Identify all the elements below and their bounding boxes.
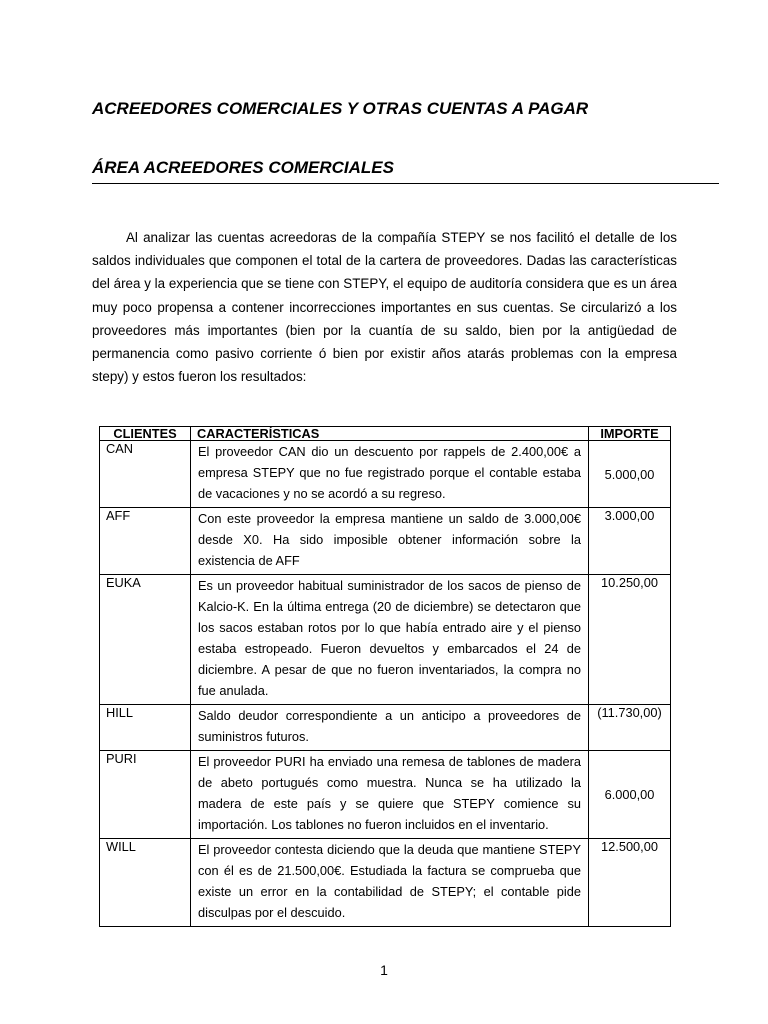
row-amount: 12.500,00 <box>589 839 671 927</box>
row-description: El proveedor CAN dio un descuento por rappels de 2.400,00€ a empresa STEPY que no fue registrado porque el contable estaba de vacaciones y no se acordó a su regreso. <box>191 441 589 508</box>
section-divider <box>92 183 719 184</box>
row-description: El proveedor PURI ha enviado una remesa de tablones de madera de abeto portugués como muestra. Nunca se ha utilizado la madera de este país y se quiere que STEPY comience su importación. Los tablones no fueron incluidos en el inventario. <box>191 751 589 839</box>
row-description: Saldo deudor correspondiente a un anticipo a proveedores de suministros futuros. <box>191 705 589 751</box>
row-client: CAN <box>100 441 191 508</box>
document-title: ACREEDORES COMERCIALES Y OTRAS CUENTAS A PAGAR <box>92 99 589 118</box>
header-characteristics: CARACTERÍSTICAS <box>191 427 589 441</box>
table-row <box>100 508 671 575</box>
header-clients: CLIENTES <box>100 427 191 441</box>
row-description: Con este proveedor la empresa mantiene un saldo de 3.000,00€ desde X0. Ha sido imposible obtener información sobre la existencia de AFF <box>191 508 589 575</box>
row-client: PURI <box>100 751 191 839</box>
page-number: 1 <box>380 962 388 978</box>
row-client: WILL <box>100 839 191 927</box>
table-row <box>100 705 671 751</box>
row-amount: 6.000,00 <box>589 751 671 839</box>
intro-paragraph: Al analizar las cuentas acreedoras de la compañía STEPY se nos facilitó el detalle de los saldos individuales que componen el total de la cartera de proveedores. Dadas las características del área y la experiencia que se tiene con STEPY, el equipo de auditoría considera que es un área muy poco propensa a contener incorrecciones importantes en sus cuentas. Se circularizó a los proveedores más importantes (bien por la cuantía de su saldo, bien por la antigüedad de permanencia como pasivo corriente ó bien por existir años atarás problemas con la empresa stepy) y estos fueron los resultados: <box>92 230 677 385</box>
table-header-row <box>100 427 671 441</box>
table-row <box>100 441 671 508</box>
row-amount: 5.000,00 <box>589 441 671 508</box>
row-amount: (11.730,00) <box>589 705 671 751</box>
section-title: ÁREA ACREEDORES COMERCIALES <box>92 158 394 177</box>
row-description: El proveedor contesta diciendo que la deuda que mantiene STEPY con él es de 21.500,00€. Estudiada la factura se comprueba que existe un error en la contabilidad de STEPY; el contable pide disculpas por el descuido. <box>191 839 589 927</box>
row-amount: 10.250,00 <box>589 575 671 705</box>
table-row <box>100 575 671 705</box>
suppliers-table <box>99 426 671 927</box>
row-description: Es un proveedor habitual suministrador de los sacos de pienso de Kalcio-K. En la última entrega (20 de diciembre) se detectaron que los sacos estaban rotos por lo que había entrado aire y el pienso estaba estropeado. Fueron devueltos y embarcados el 24 de diciembre. A pesar de que no fueron inventariados, la compra no fue anulada. <box>191 575 589 705</box>
row-client: EUKA <box>100 575 191 705</box>
table-row <box>100 751 671 839</box>
table-row <box>100 839 671 927</box>
header-amount: IMPORTE <box>589 427 671 441</box>
row-client: HILL <box>100 705 191 751</box>
row-amount: 3.000,00 <box>589 508 671 575</box>
row-client: AFF <box>100 508 191 575</box>
